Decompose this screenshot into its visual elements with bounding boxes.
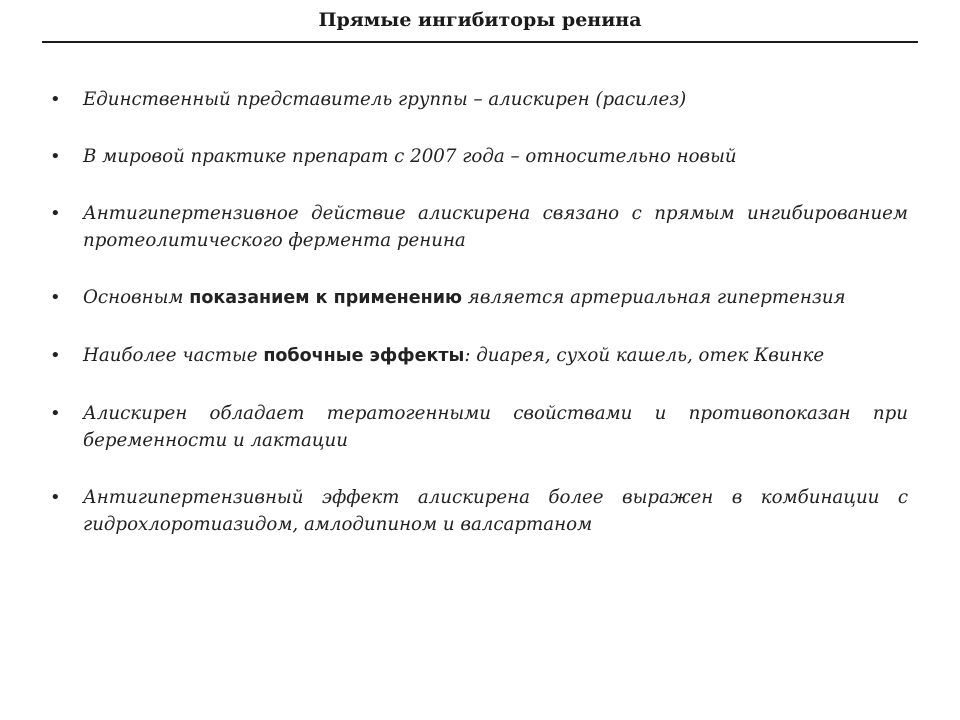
bullet-text-post: является артериальная гипертензия	[462, 287, 846, 308]
bullet-text: Единственный представитель группы – алискирен (расилез)	[83, 89, 687, 110]
bullet-text: Алискирен обладает тератогенными свойствами и противопоказан при беременности и лактации	[83, 403, 908, 451]
bullet-marker: •	[50, 487, 61, 508]
title-divider	[42, 41, 918, 43]
bullet-text: Антигипертензивное действие алискирена связано с прямым ингибированием протеолитического фермента ренина	[83, 203, 908, 251]
bullet-text-pre: Основным	[83, 287, 190, 308]
bullet-item	[50, 342, 908, 370]
bullet-item	[50, 143, 908, 170]
bullet-item	[50, 484, 908, 538]
bullet-list	[50, 86, 908, 568]
bullet-text: В мировой практике препарат с 2007 года – относительно новый	[83, 146, 737, 167]
bullet-item	[50, 200, 908, 254]
bullet-marker: •	[50, 403, 61, 424]
bullet-text-post: : диарея, сухой кашель, отек Квинке	[464, 345, 825, 366]
bullet-marker: •	[50, 345, 61, 366]
bullet-marker: •	[50, 146, 61, 167]
bullet-marker: •	[50, 203, 61, 224]
bullet-text-pre: Наиболее частые	[83, 345, 264, 366]
bullet-marker: •	[50, 89, 61, 110]
bullet-text: Антигипертензивный эффект алискирена более выражен в комбинации с гидрохлоротиазидом, амлодипином и валсартаном	[83, 487, 908, 535]
bullet-text-emphasis: побочные эффекты	[263, 346, 465, 366]
bullet-marker: •	[50, 287, 61, 308]
bullet-item	[50, 284, 908, 312]
bullet-item	[50, 400, 908, 454]
bullet-item	[50, 86, 908, 113]
bullet-text-emphasis: показанием к применению	[189, 288, 463, 308]
slide-title: Прямые ингибиторы ренина	[318, 9, 642, 31]
